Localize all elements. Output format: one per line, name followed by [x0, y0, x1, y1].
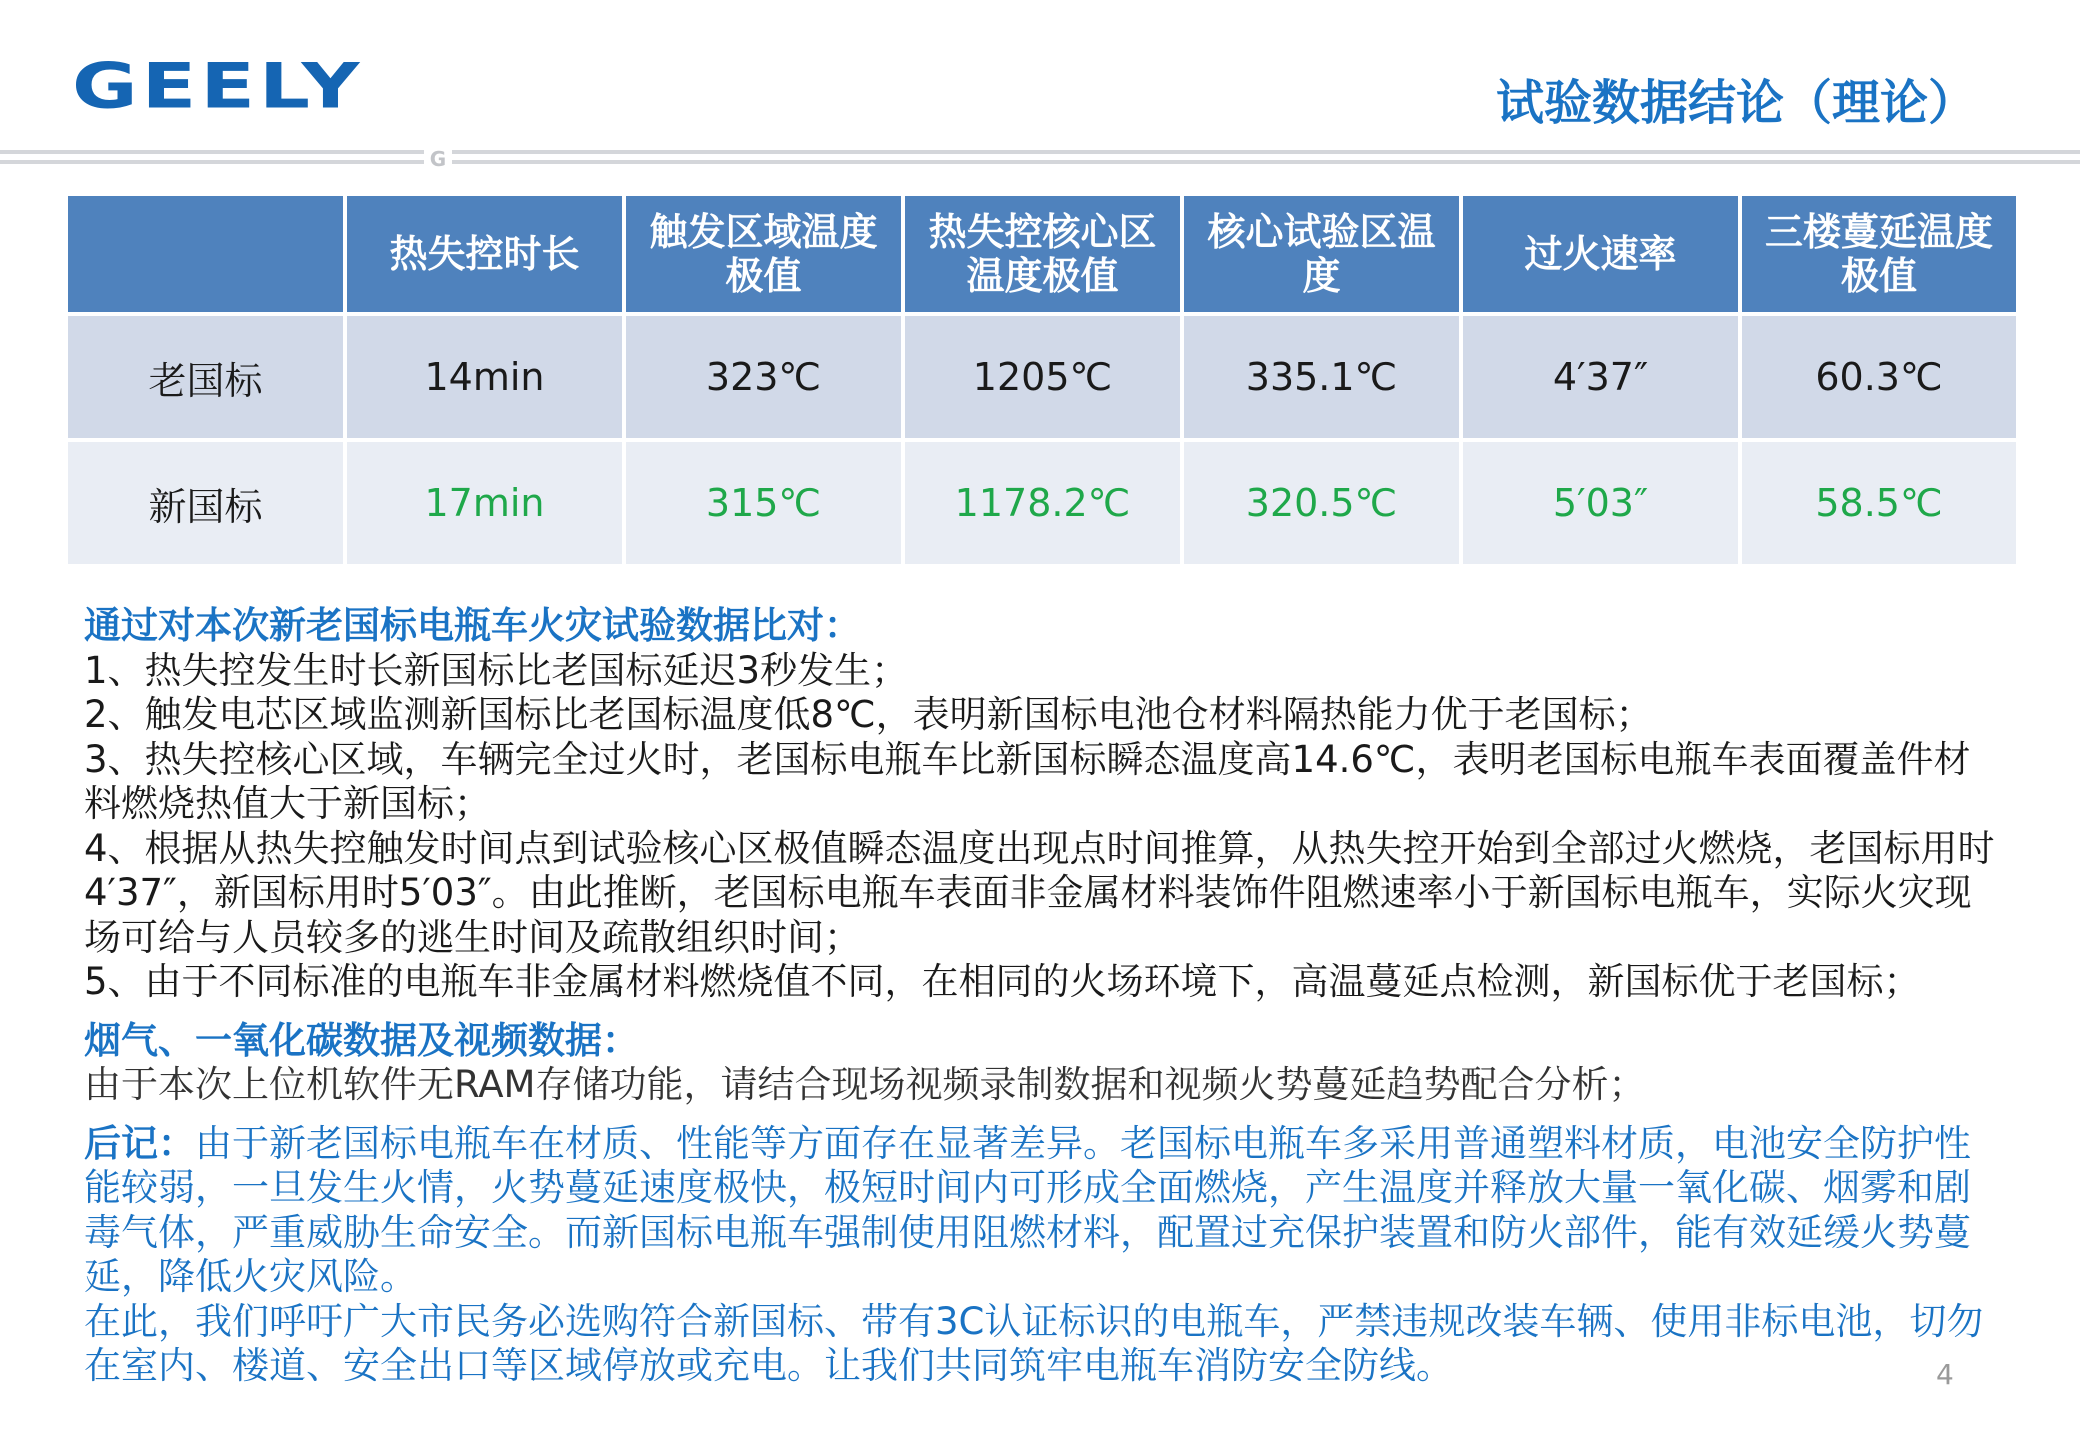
header-cell: 核心试验区温度: [1184, 196, 1459, 312]
smoke-heading: 烟气、一氧化碳数据及视频数据：: [84, 1018, 639, 1062]
table-cell: 335.1℃: [1184, 316, 1459, 438]
table-row: [68, 442, 2016, 564]
divider-logo-mark: G: [424, 148, 452, 170]
header-cell: 热失控时长: [347, 196, 622, 312]
conclusion-item: 3、热失控核心区域，车辆完全过火时，老国标电瓶车比新国标瞬态温度高14.6℃，表明老国标电瓶车表面覆盖件材料燃烧热值大于新国标；: [84, 737, 1971, 825]
conclusion-text: [84, 604, 2000, 1389]
table-cell: 320.5℃: [1184, 442, 1459, 564]
header-cell: 触发区域温度极值: [626, 196, 901, 312]
table-cell: 1178.2℃: [905, 442, 1180, 564]
postscript-text: 由于新老国标电瓶车在材质、性能等方面存在显著差异。老国标电瓶车多采用普通塑料材质，电池安全防护性能较弱，一旦发生火情，火势蔓延速度极快，极短时间内可形成全面燃烧，产生温度并释放大量一氧化碳、烟雾和剧毒气体，严重威胁生命安全。而新国标电瓶车强制使用阻燃材料，配置过充保护装置和防火部件，能有效延缓火势蔓延，降低火灾风险。: [84, 1121, 1971, 1298]
table-header-row: [68, 196, 2016, 312]
table-cell: 1205℃: [905, 316, 1180, 438]
table-cell: 5′03″: [1463, 442, 1738, 564]
conclusion-item: 5、由于不同标准的电瓶车非金属材料燃烧值不同，在相同的火场环境下，高温蔓延点检测，新国标优于老国标；: [84, 960, 1921, 1003]
table-cell: 323℃: [626, 316, 901, 438]
conclusions-heading: 通过对本次新老国标电瓶车火灾试验数据比对：: [84, 604, 861, 647]
table-cell: 58.5℃: [1742, 442, 2016, 564]
conclusion-item: 4、根据从热失控触发时间点到试验核心区极值瞬态温度出现点时间推算，从热失控开始到全部过火燃烧，老国标用时4′37″，新国标用时5′03″。由此推断，老国标电瓶车表面非金属材料装饰件阻燃速率小于新国标电瓶车，实际火灾现场可给与人员较多的逃生时间及疏散组织时间；: [84, 826, 1995, 959]
table-cell: 17min: [347, 442, 622, 564]
header-cell: 三楼蔓延温度极值: [1742, 196, 2016, 312]
header-divider: [0, 148, 2080, 170]
conclusion-item: 1、热失控发生时长新国标比老国标延迟3秒发生；: [84, 648, 909, 692]
table-cell: 315℃: [626, 442, 901, 564]
table-cell: 60.3℃: [1742, 316, 2016, 438]
table-cell: 14min: [347, 316, 622, 438]
page-number: 4: [1936, 1358, 1954, 1391]
table-row: [68, 316, 2016, 438]
smoke-text: 由于本次上位机软件无RAM存储功能，请结合现场视频录制数据和视频火势蔓延趋势配合分析；: [84, 1063, 1646, 1106]
appeal-paragraph: 在此，我们呼吁广大市民务必选购符合新国标、带有3C认证标识的电瓶车，严禁违规改装车辆、使用非标电池，切勿在室内、楼道、安全出口等区域停放或充电。让我们共同筑牢电瓶车消防安全防线。: [84, 1299, 1984, 1387]
comparison-table: [64, 192, 2020, 568]
header-cell: 热失控核心区温度极值: [905, 196, 1180, 312]
page-title: 试验数据结论（理论）: [1495, 75, 1976, 131]
geely-logo: GEELY: [72, 50, 364, 123]
table-cell: 4′37″: [1463, 316, 1738, 438]
header-cell: 过火速率: [1463, 196, 1738, 312]
row-label: 新国标: [68, 442, 343, 564]
postscript-label: 后记：: [84, 1121, 195, 1165]
conclusion-item: 2、触发电芯区域监测新国标比老国标温度低8℃，表明新国标电池仓材料隔热能力优于老国标；: [84, 693, 1653, 736]
header-cell-blank: [68, 196, 343, 312]
postscript-paragraph: [84, 1122, 2000, 1300]
row-label: 老国标: [68, 316, 343, 438]
